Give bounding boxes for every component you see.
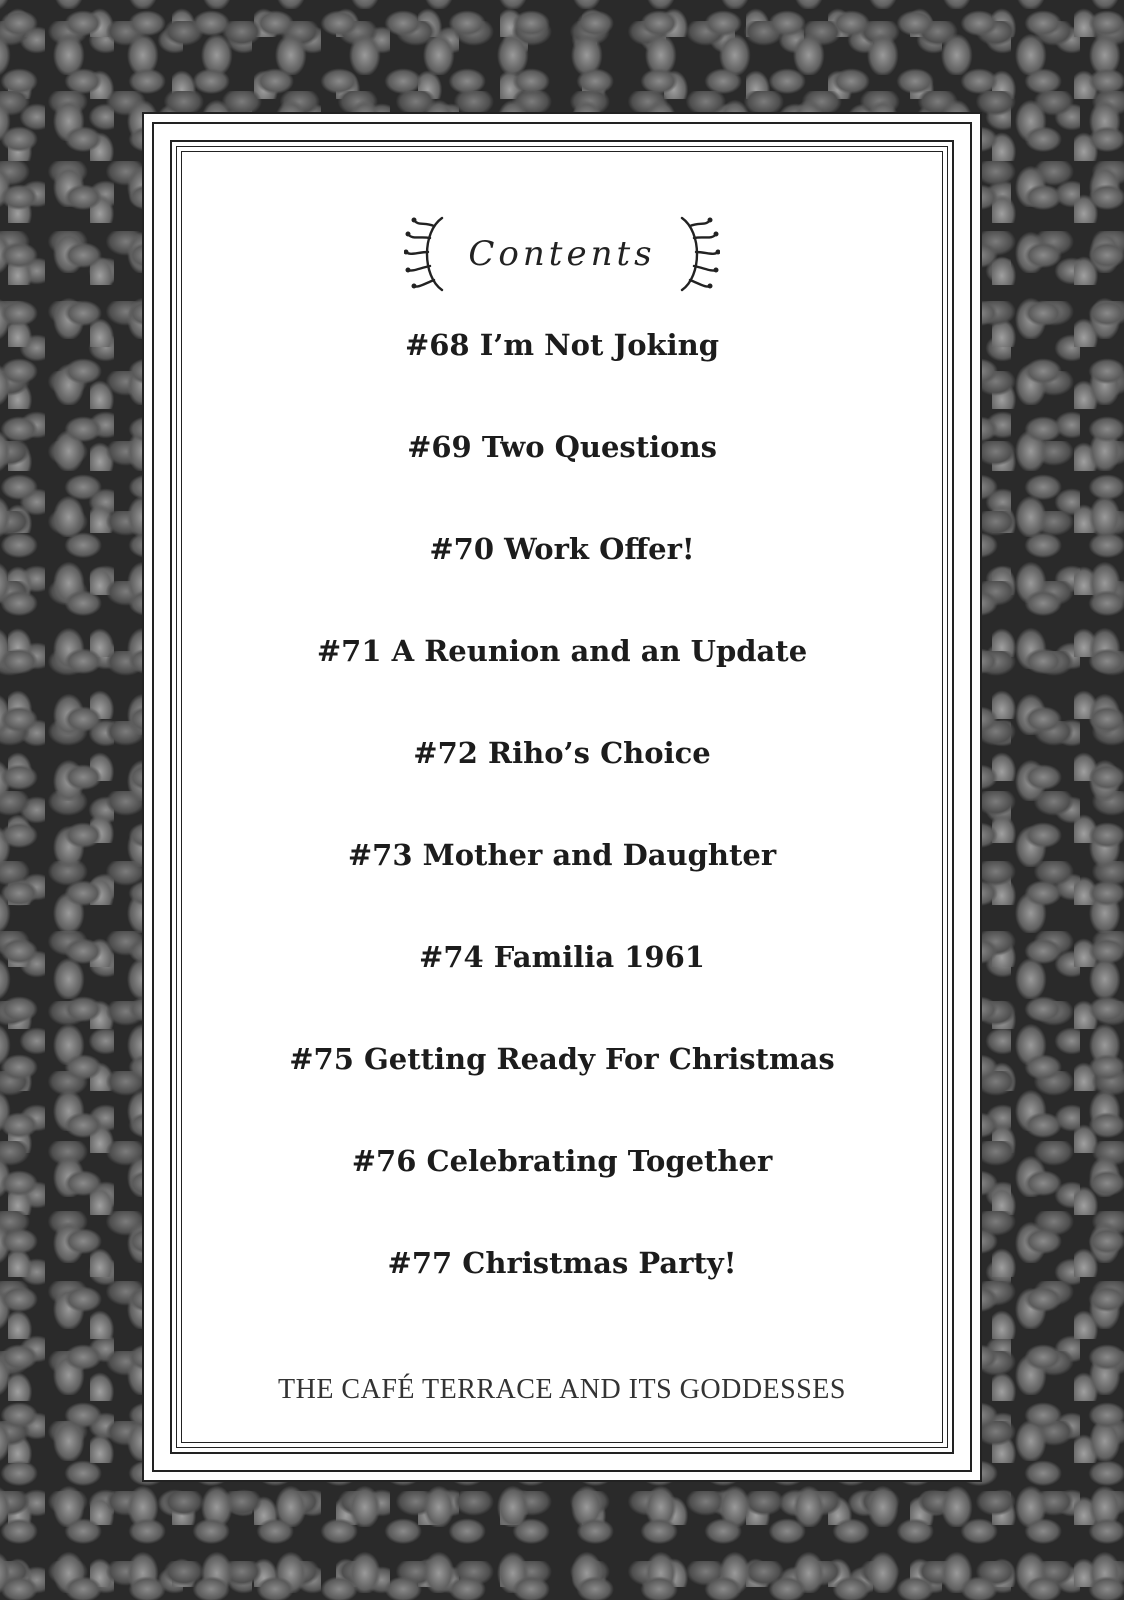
chapter-item[interactable]: #74 Familia 1961 (419, 940, 705, 974)
contents-title: Contents (468, 234, 656, 274)
flourish-left-icon (404, 212, 454, 296)
contents-heading (144, 212, 980, 296)
chapter-item[interactable]: #69 Two Questions (407, 430, 717, 464)
chapter-item[interactable]: #76 Celebrating Together (351, 1144, 773, 1178)
chapter-item[interactable]: #77 Christmas Party! (387, 1246, 737, 1280)
chapter-item[interactable]: #68 I’m Not Joking (404, 328, 720, 362)
chapter-item[interactable]: #70 Work Offer! (429, 532, 695, 566)
series-title: THE CAFÉ TERRACE AND ITS GODDESSES (278, 1374, 846, 1405)
chapter-item[interactable]: #75 Getting Ready For Christmas (289, 1042, 835, 1076)
chapter-item[interactable]: #73 Mother and Daughter (347, 838, 777, 872)
chapter-item[interactable]: #72 Riho’s Choice (413, 736, 711, 770)
flourish-right-icon (670, 212, 720, 296)
contents-frame (142, 112, 982, 1482)
chapter-list (144, 328, 980, 1348)
chapter-item[interactable]: #71 A Reunion and an Update (316, 634, 808, 668)
contents-page (144, 114, 980, 1480)
